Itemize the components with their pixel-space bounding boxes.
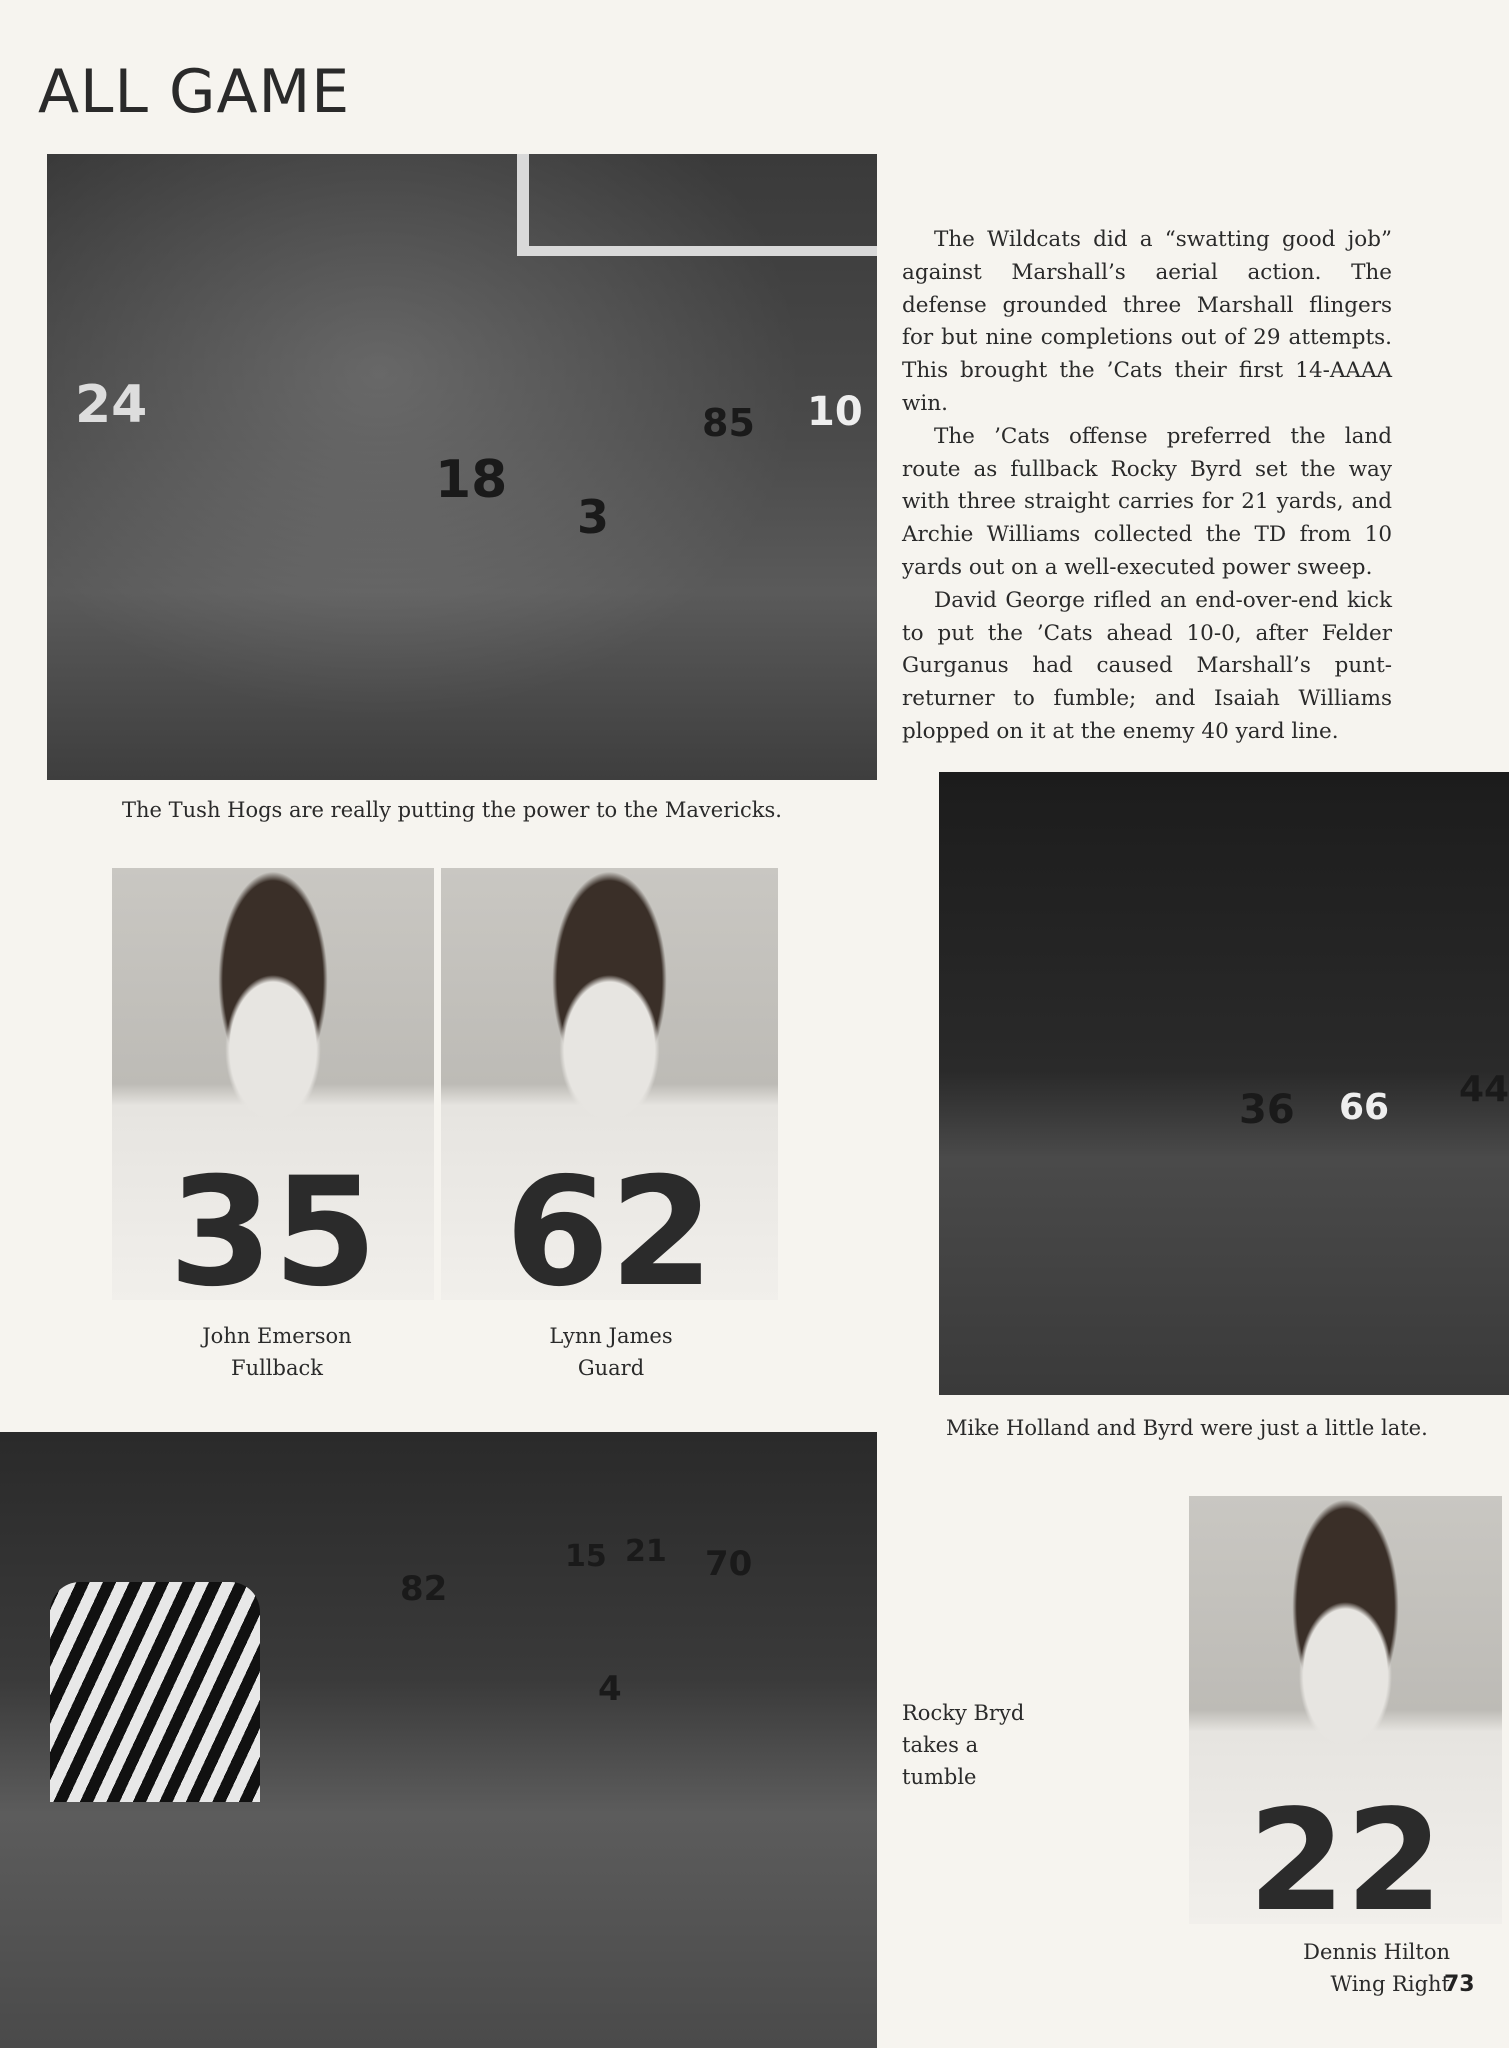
player-name: Dennis Hilton — [1303, 1940, 1450, 1964]
jersey-number: 62 — [505, 1146, 714, 1300]
article-paragraph: The Wildcats did a “swatting good job” against Marshall’s aerial action. The defense grounded three Marshall flingers for but nine completions out of 29 attempts. This brought the ’Cats their first 14-AAAA win. — [902, 227, 1392, 416]
article-paragraph: The ’Cats offense preferred the land route as fullback Rocky Byrd set the way with three straight carries for 21 yards, and Archie Williams collected the TD from 10 yards out on a well-executed power sweep. — [902, 423, 1392, 580]
player-name: Lynn James — [549, 1324, 673, 1348]
portrait-photo-john-emerson — [112, 868, 434, 1300]
top-action-photo — [47, 154, 877, 780]
jersey-number: 24 — [75, 375, 148, 435]
jersey-number: 4 — [598, 1669, 622, 1709]
portrait-photo-dennis-hilton — [1189, 1496, 1502, 1924]
player-position: Guard — [577, 1356, 645, 1380]
jersey-number: 66 — [1339, 1087, 1390, 1128]
article-paragraph: David George rifled an end-over-end kick to put the ’Cats ahead 10-0, after Felder Gurganus had caused Marshall’s punt-returner to fumble; and Isaiah Williams plopped on it at the enemy 40 yard line. — [902, 587, 1392, 744]
page-number: 73 — [1444, 1972, 1475, 1997]
player-name: John Emerson — [202, 1324, 352, 1348]
bottom-photo-caption: Rocky Bryd takes a tumble — [902, 1701, 1025, 1789]
jersey-number: 18 — [435, 450, 508, 510]
jersey-number: 36 — [1239, 1087, 1295, 1133]
portrait-caption-john-emerson — [162, 1320, 392, 1384]
jersey-number: 85 — [702, 401, 755, 445]
portrait-caption-dennis-hilton — [1270, 1936, 1450, 2000]
jersey-number: 15 — [565, 1539, 607, 1574]
top-photo-caption: The Tush Hogs are really putting the power to the Mavericks. — [122, 798, 782, 822]
bottom-action-photo — [0, 1432, 877, 2048]
referee — [50, 1582, 260, 1802]
jersey-number: 70 — [705, 1544, 753, 1584]
jersey-number: 21 — [625, 1534, 667, 1569]
jersey-number: 82 — [400, 1569, 448, 1609]
jersey-number: 44 — [1459, 1069, 1509, 1110]
article-body — [902, 224, 1392, 749]
jersey-number: 35 — [168, 1146, 378, 1300]
jersey-number: 3 — [577, 490, 610, 544]
player-position: Wing Right — [1330, 1972, 1450, 1996]
right-photo-caption: Mike Holland and Byrd were just a little late. — [946, 1416, 1428, 1440]
player-position: Fullback — [231, 1356, 323, 1380]
jersey-number: 22 — [1248, 1780, 1443, 1924]
page-title: ALL GAME — [38, 57, 351, 127]
portrait-caption-lynn-james — [496, 1320, 726, 1384]
jersey-number: 10 — [807, 389, 863, 435]
right-action-photo — [939, 772, 1509, 1395]
portrait-photo-lynn-james — [441, 868, 778, 1300]
